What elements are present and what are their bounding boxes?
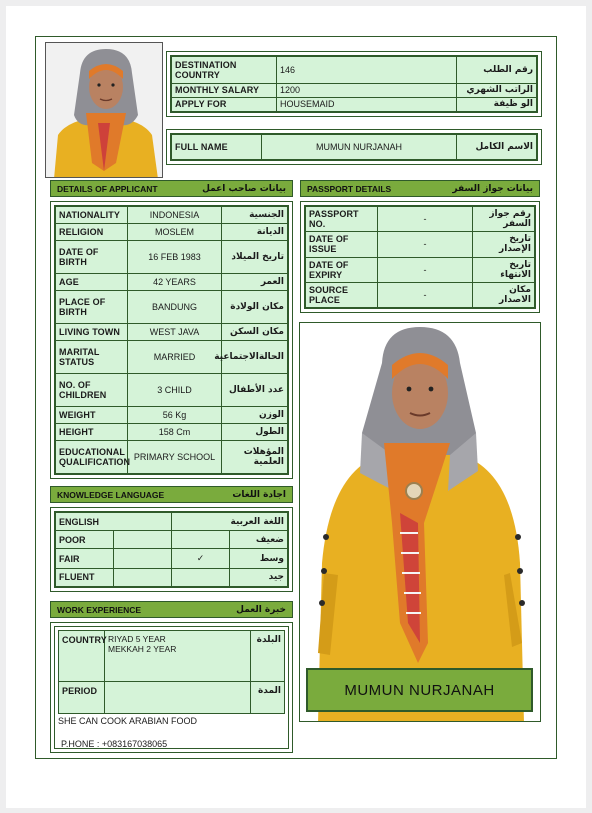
- country-line-2: MEKKAH 2 YEAR: [108, 644, 177, 654]
- country-value: [105, 631, 251, 682]
- applicant-row: [56, 291, 288, 324]
- full-name-label: FULL NAME: [172, 135, 262, 160]
- language-level-row: [56, 549, 288, 569]
- passport-title-ar: بيانات جواز السفر: [452, 183, 533, 194]
- language-title-ar: اجادة اللغات: [232, 489, 286, 500]
- language-level-row: [56, 531, 288, 549]
- full-name-ar: الاسم الكامل: [457, 135, 537, 160]
- applicant-section-header: [50, 180, 293, 197]
- applicant-field-label: WEIGHT: [56, 406, 128, 423]
- arabic-level-checkmark: ✓: [172, 549, 230, 569]
- applicant-row: [56, 324, 288, 341]
- period-label: PERIOD: [59, 682, 105, 714]
- language-header-row: [56, 513, 288, 531]
- applicant-row: [56, 406, 288, 423]
- applicant-field-value: 158 Cm: [128, 423, 222, 440]
- applicant-row: [56, 274, 288, 291]
- passport-field-ar: رقم جواز السفر: [473, 207, 535, 232]
- passport-field-ar: مكان الاصدار: [473, 282, 535, 307]
- top-info-box: [166, 51, 542, 117]
- applicant-field-ar: العمر: [222, 274, 288, 291]
- applicant-field-ar: مكان السكن: [222, 324, 288, 341]
- applicant-row: [56, 341, 288, 374]
- full-name-value: MUMUN NURJANAH: [262, 135, 457, 160]
- photo-caption: MUMUN NURJANAH: [306, 668, 533, 712]
- experience-section-header: [50, 601, 293, 618]
- passport-field-ar: تاريخ الانتهاء: [473, 257, 535, 282]
- language-section-header: [50, 486, 293, 503]
- applicant-field-label: MARITAL STATUS: [56, 341, 128, 374]
- applicant-field-value: BANDUNG: [128, 291, 222, 324]
- passport-field-value: -: [378, 207, 473, 232]
- passport-row: [306, 207, 535, 232]
- passport-field-label: DATE OF ISSUE: [306, 232, 378, 257]
- applicant-title-ar: بيانات صاحب اعمل: [202, 183, 286, 194]
- applicant-row: [56, 423, 288, 440]
- applicant-field-label: LIVING TOWN: [56, 324, 128, 341]
- language-title: KNOWLEDGE LANGUAGE: [57, 489, 165, 500]
- passport-row: [306, 257, 535, 282]
- experience-box: [50, 622, 293, 753]
- top-row-destination: [172, 57, 537, 84]
- applicant-field-label: HEIGHT: [56, 423, 128, 440]
- applicant-field-ar: تاريخ الميلاد: [222, 241, 288, 274]
- arabic-level-checkmark: [172, 568, 230, 586]
- passport-field-label: SOURCE PLACE: [306, 282, 378, 307]
- country-ar: البلدة: [251, 631, 285, 682]
- language-level-ar: ضعيف: [230, 531, 288, 549]
- top-row-apply: [172, 97, 537, 111]
- apply-for-ar: الو ظيفة: [457, 97, 537, 111]
- applicant-row: [56, 441, 288, 474]
- applicant-field-label: AGE: [56, 274, 128, 291]
- language-level-label: POOR: [56, 531, 114, 549]
- applicant-row: [56, 207, 288, 224]
- english-level-cell: [114, 549, 172, 569]
- applicant-photo-small: [45, 42, 163, 178]
- applicant-title: DETAILS OF APPLICANT: [57, 183, 158, 194]
- passport-field-value: -: [378, 257, 473, 282]
- applicant-row: [56, 374, 288, 407]
- applicant-field-ar: مكان الولادة: [222, 291, 288, 324]
- applicant-field-ar: الحالةالاجتماعية: [222, 341, 288, 374]
- passport-row: [306, 282, 535, 307]
- applicant-field-value: MOSLEM: [128, 224, 222, 241]
- passport-title: PASSPORT DETAILS: [307, 183, 392, 194]
- applicant-field-ar: المؤهلات العلمية: [222, 441, 288, 474]
- applicant-field-ar: الديانة: [222, 224, 288, 241]
- applicant-field-ar: الطول: [222, 423, 288, 440]
- phone-number: P.HONE : +083167038065: [61, 739, 168, 749]
- applicant-field-value: MARRIED: [128, 341, 222, 374]
- passport-field-ar: تاريخ الإصدار: [473, 232, 535, 257]
- applicant-photo-large: [299, 322, 541, 722]
- applicant-field-label: PLACE OF BIRTH: [56, 291, 128, 324]
- language-level-label: FLUENT: [56, 568, 114, 586]
- applicant-field-label: NO. OF CHILDREN: [56, 374, 128, 407]
- applicant-field-label: RELIGION: [56, 224, 128, 241]
- applicant-field-value: 3 CHILD: [128, 374, 222, 407]
- applicant-row: [56, 224, 288, 241]
- destination-country-label: DESTINATION COUNTRY: [172, 57, 277, 84]
- english-label: ENGLISH: [56, 513, 172, 531]
- applicant-field-value: PRIMARY SCHOOL: [128, 441, 222, 474]
- language-box: [50, 507, 293, 592]
- applicant-field-ar: الجنسية: [222, 207, 288, 224]
- country-line-1: RIYAD 5 YEAR: [108, 634, 166, 644]
- applicant-field-value: WEST JAVA: [128, 324, 222, 341]
- english-level-cell: [114, 568, 172, 586]
- applicant-field-label: EDUCATIONAL QUALIFICATION: [56, 441, 128, 474]
- applicant-field-label: NATIONALITY: [56, 207, 128, 224]
- passport-field-value: -: [378, 232, 473, 257]
- applicant-row: [56, 241, 288, 274]
- experience-period-row: [59, 682, 285, 714]
- language-level-row: [56, 568, 288, 586]
- applicant-field-label: DATE OF BIRTH: [56, 241, 128, 274]
- english-level-cell: [114, 531, 172, 549]
- passport-row: [306, 232, 535, 257]
- apply-for-value: HOUSEMAID: [277, 97, 457, 111]
- passport-details-box: [300, 201, 540, 313]
- language-level-label: FAIR: [56, 549, 114, 569]
- applicant-field-ar: عدد الأطفال: [222, 374, 288, 407]
- language-level-ar: وسط: [230, 549, 288, 569]
- applicant-details-box: [50, 201, 293, 479]
- experience-title: WORK EXPERIENCE: [57, 604, 142, 615]
- apply-for-label: APPLY FOR: [172, 97, 277, 111]
- monthly-salary-value: 1200: [277, 83, 457, 97]
- applicant-field-value: 56 Kg: [128, 406, 222, 423]
- experience-country-row: [59, 631, 285, 682]
- passport-field-label: PASSPORT NO.: [306, 207, 378, 232]
- passport-field-label: DATE OF EXPIRY: [306, 257, 378, 282]
- applicant-field-value: INDONESIA: [128, 207, 222, 224]
- language-level-ar: جيد: [230, 568, 288, 586]
- arabic-label: اللغة العربية: [172, 513, 288, 531]
- period-value: [105, 682, 251, 714]
- destination-country-ar: رقم الطلب: [457, 57, 537, 84]
- monthly-salary-label: MONTHLY SALARY: [172, 83, 277, 97]
- destination-country-value: 146: [277, 57, 457, 84]
- applicant-field-ar: الوزن: [222, 406, 288, 423]
- applicant-field-value: 42 YEARS: [128, 274, 222, 291]
- experience-note: SHE CAN COOK ARABIAN FOOD: [58, 716, 198, 726]
- country-label: COUNTRY: [59, 631, 105, 682]
- arabic-level-checkmark: [172, 531, 230, 549]
- passport-field-value: -: [378, 282, 473, 307]
- applicant-field-value: 16 FEB 1983: [128, 241, 222, 274]
- monthly-salary-ar: الراتب الشهري: [457, 83, 537, 97]
- period-ar: المدة: [251, 682, 285, 714]
- experience-title-ar: خبرة العمل: [236, 604, 286, 615]
- full-name-box: [166, 129, 542, 165]
- passport-section-header: [300, 180, 540, 197]
- top-row-salary: [172, 83, 537, 97]
